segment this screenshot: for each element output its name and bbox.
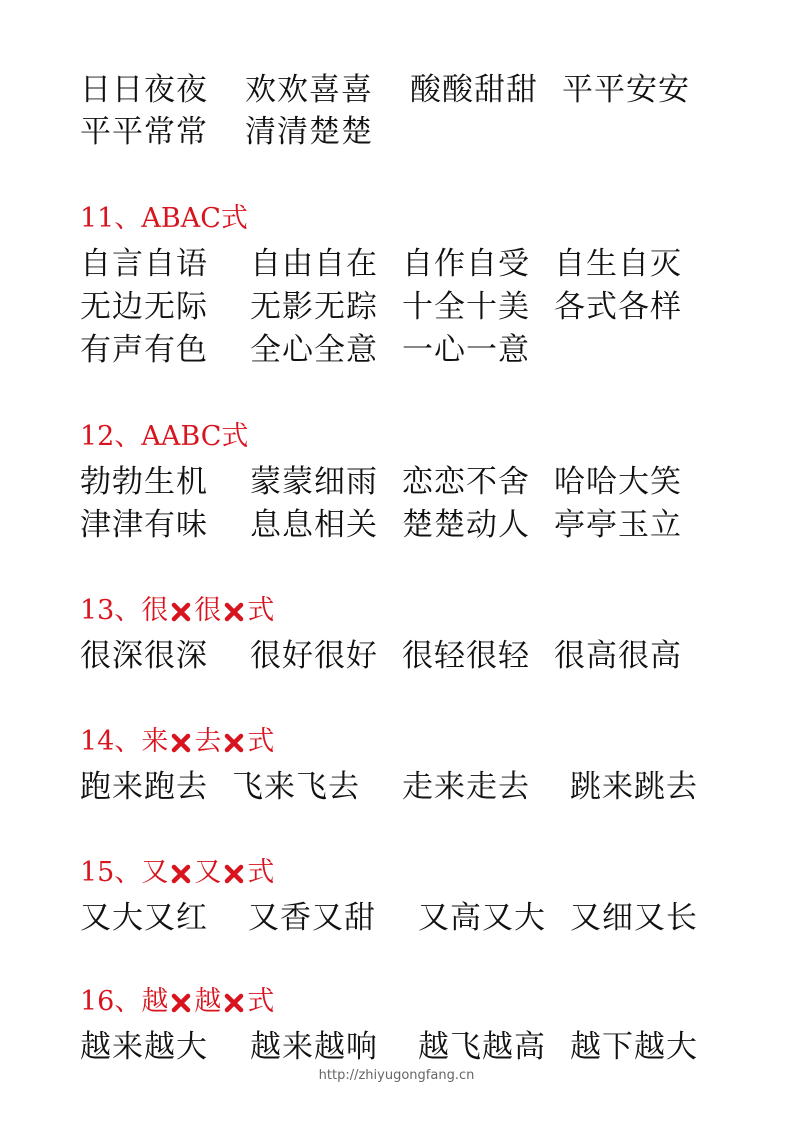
word: 十全十美 <box>402 289 530 325</box>
word: 走来走去 <box>402 769 530 805</box>
section-heading <box>80 592 274 632</box>
word: 哈哈大笑 <box>554 464 682 500</box>
word: 飞来飞去 <box>232 769 360 805</box>
section-number: 11、 <box>80 203 142 234</box>
word: 无影无踪 <box>250 289 378 325</box>
section-number: 13、 <box>80 595 142 626</box>
word: 又香又甜 <box>248 900 376 936</box>
word: 越来越响 <box>250 1029 378 1065</box>
pattern-char: 又 <box>141 857 169 888</box>
word: 越飞越高 <box>418 1029 546 1065</box>
section-title: ABAC式 <box>141 203 248 234</box>
word: 自生自灭 <box>554 246 682 282</box>
word: 跳来跳去 <box>570 769 698 805</box>
section-heading <box>80 983 274 1023</box>
word: 又大又红 <box>80 900 208 936</box>
pattern-char: 越 <box>194 986 222 1017</box>
section-heading <box>80 418 248 458</box>
red-x-mark-icon <box>170 983 192 1021</box>
red-x-mark-icon <box>223 592 245 630</box>
red-x-mark-icon <box>170 592 192 630</box>
word: 清清楚楚 <box>245 114 373 150</box>
word: 跑来跑去 <box>80 769 208 805</box>
red-x-mark-icon <box>223 723 245 761</box>
word: 酸酸甜甜 <box>410 72 538 108</box>
red-x-mark-icon <box>170 723 192 761</box>
word: 又细又长 <box>570 900 698 936</box>
pattern-char: 很 <box>194 595 222 626</box>
word: 平平安安 <box>562 72 690 108</box>
word: 很好很好 <box>250 638 378 674</box>
word: 全心全意 <box>250 332 378 368</box>
pattern-char: 越 <box>141 986 169 1017</box>
pattern-char: 式 <box>247 986 275 1017</box>
word: 平平常常 <box>80 114 208 150</box>
section-heading <box>80 200 248 240</box>
word: 越下越大 <box>570 1029 698 1065</box>
word: 自言自语 <box>80 246 208 282</box>
pattern-char: 很 <box>141 595 169 626</box>
word: 恋恋不舍 <box>402 464 530 500</box>
section-heading <box>80 723 274 763</box>
red-x-mark-icon <box>170 854 192 892</box>
section-number: 14、 <box>80 726 142 757</box>
pattern-char: 去 <box>194 726 222 757</box>
word: 各式各样 <box>554 289 682 325</box>
word: 很轻很轻 <box>402 638 530 674</box>
word: 又高又大 <box>418 900 546 936</box>
word: 勃勃生机 <box>80 464 208 500</box>
section-number: 12、 <box>80 421 142 452</box>
red-x-mark-icon <box>223 854 245 892</box>
footer-url: http://zhiyugongfang.cn <box>318 1068 475 1083</box>
section-number: 15、 <box>80 857 142 888</box>
word: 有声有色 <box>80 332 208 368</box>
word: 很高很高 <box>554 638 682 674</box>
word: 楚楚动人 <box>402 507 530 543</box>
word: 日日夜夜 <box>80 72 208 108</box>
word: 越来越大 <box>80 1029 208 1065</box>
section-number: 16、 <box>80 986 142 1017</box>
word: 一心一意 <box>402 332 530 368</box>
pattern-char: 式 <box>247 595 275 626</box>
pattern-char: 来 <box>141 726 169 757</box>
pattern-char: 式 <box>247 726 275 757</box>
word: 亭亭玉立 <box>554 507 682 543</box>
word: 自作自受 <box>402 246 530 282</box>
word: 蒙蒙细雨 <box>250 464 378 500</box>
pattern-char: 又 <box>194 857 222 888</box>
word: 欢欢喜喜 <box>245 72 373 108</box>
word: 无边无际 <box>80 289 208 325</box>
red-x-mark-icon <box>223 983 245 1021</box>
word: 自由自在 <box>250 246 378 282</box>
pattern-char: 式 <box>247 857 275 888</box>
word: 息息相关 <box>250 507 378 543</box>
section-title: AABC式 <box>141 421 249 452</box>
word: 很深很深 <box>80 638 208 674</box>
word: 津津有味 <box>80 507 208 543</box>
section-heading <box>80 854 274 894</box>
